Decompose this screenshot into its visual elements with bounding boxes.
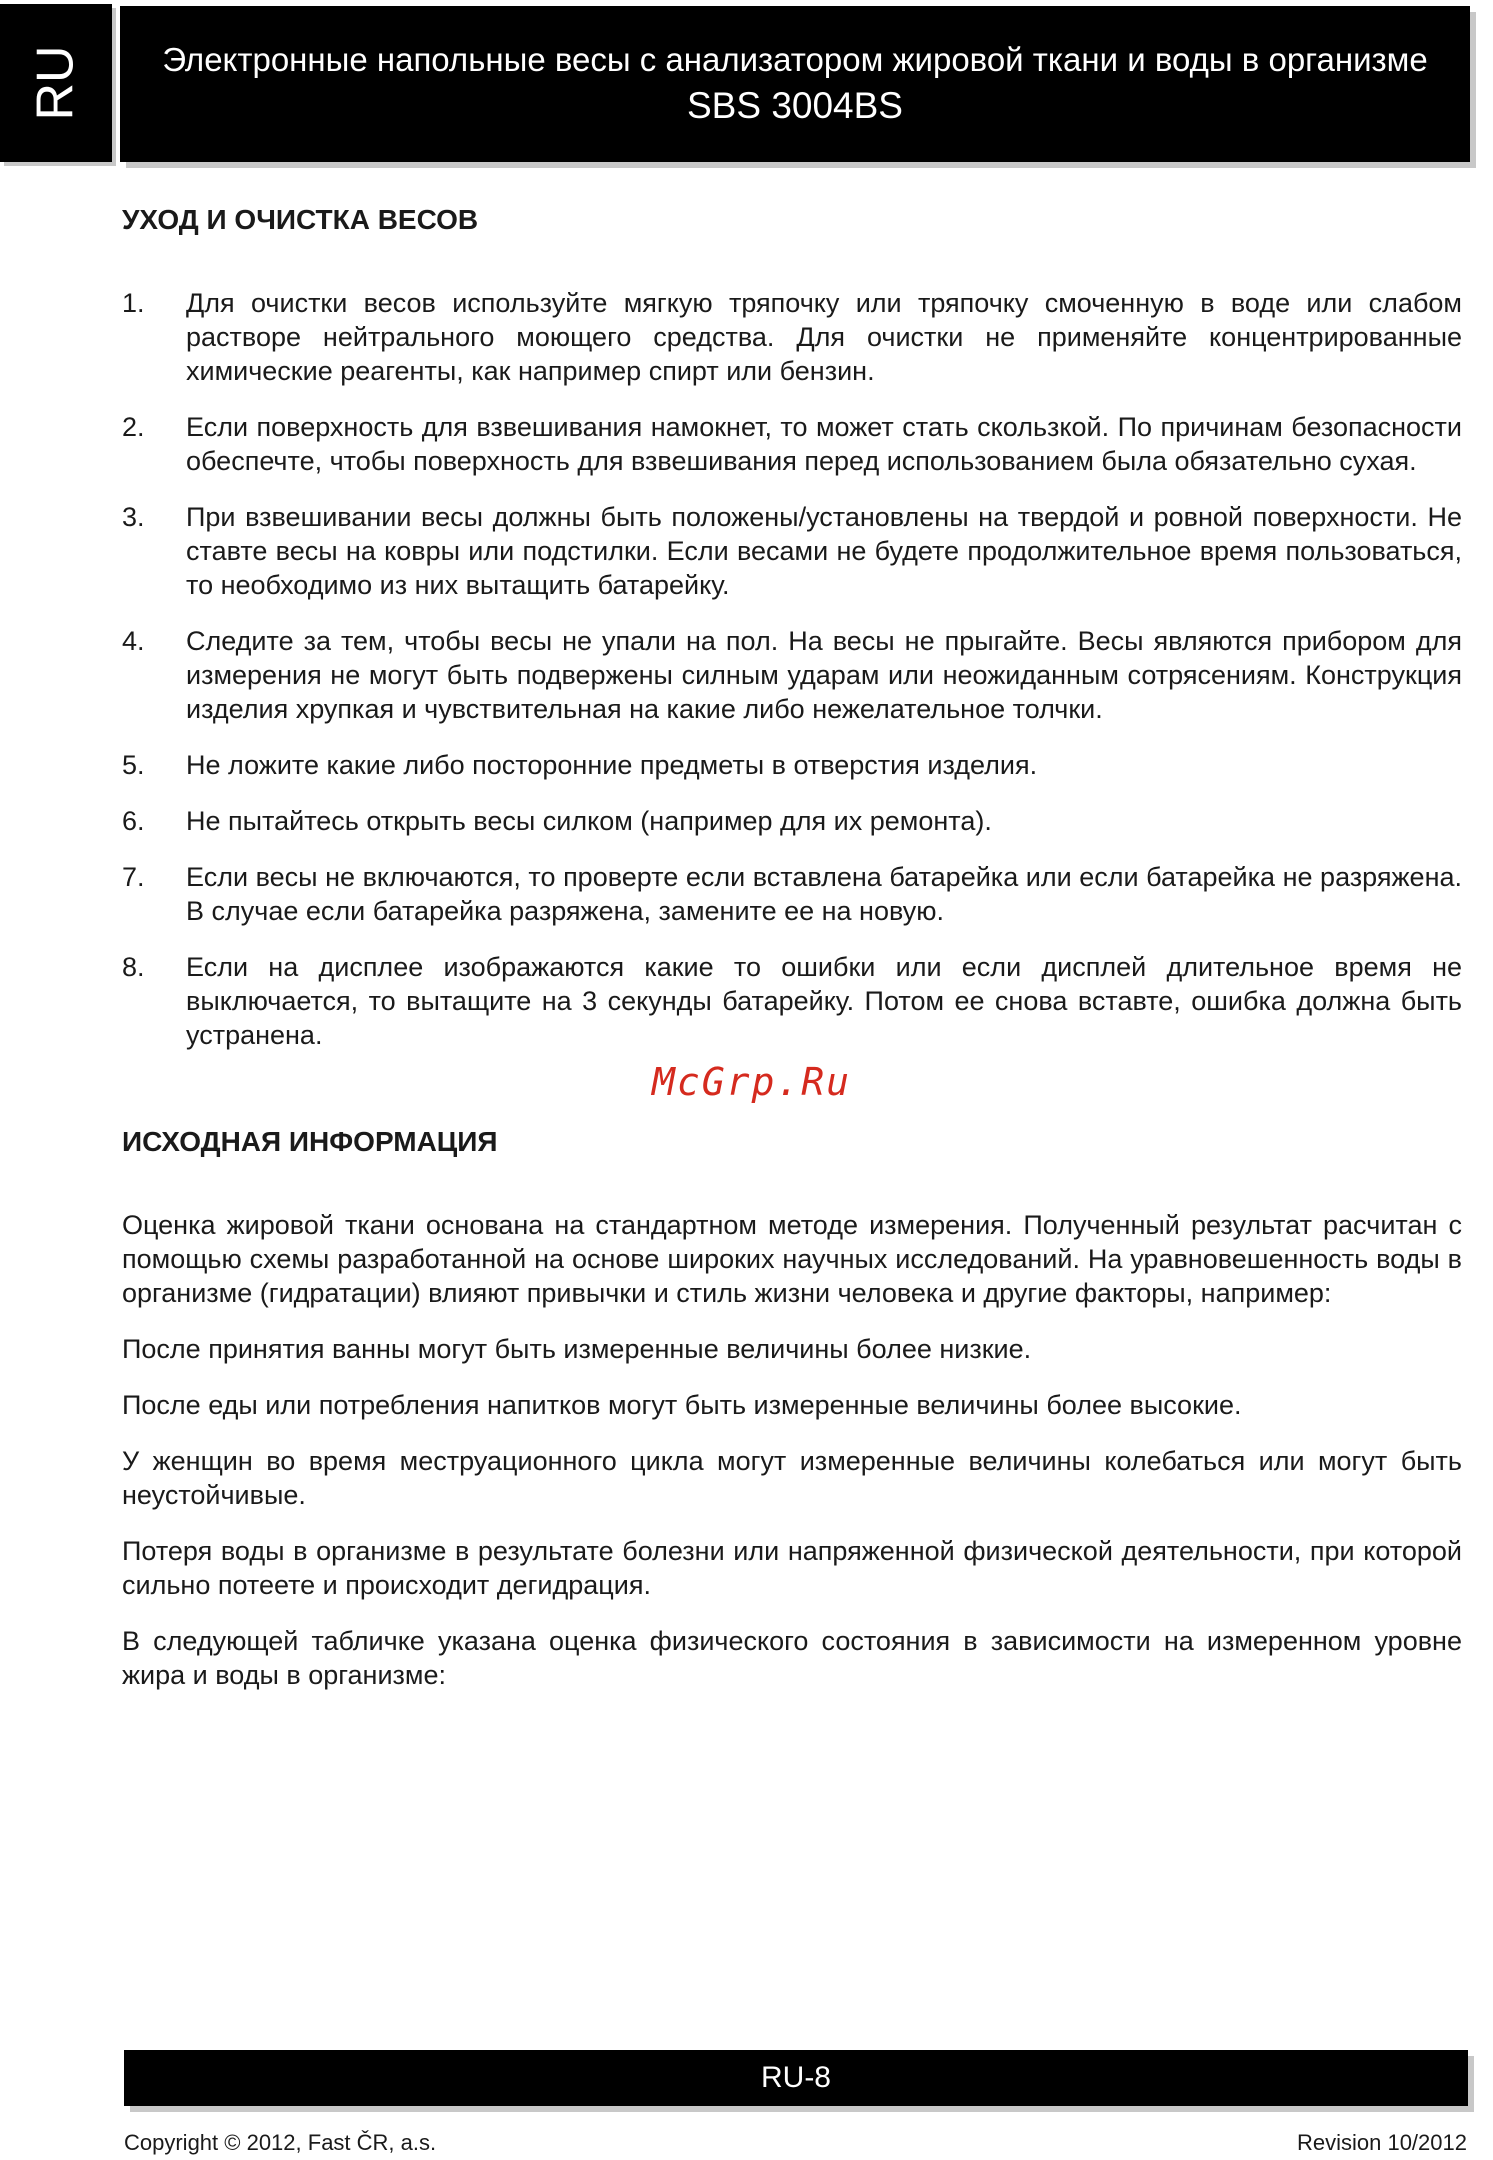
item-text: Для очистки весов используйте мягкую тряпочку или тряпочку смоченную в воде или слабом растворе нейтрального моющего средства. Для очистки не применяйте концентрированные химические реагенты, как например спирт или бензин. — [186, 288, 1462, 386]
item-number: 7. — [122, 862, 145, 892]
list-item — [122, 500, 1462, 602]
model-name: SBS 3004BS — [687, 85, 903, 126]
paragraph: После еды или потребления напитков могут быть измеренные величины более высокие. — [122, 1390, 1242, 1420]
list-item — [122, 624, 1462, 726]
paragraph: Потеря воды в организме в результате болезни или напряженной физической деятельности, при которой сильно потеете и происходит дегидрация. — [122, 1536, 1462, 1600]
item-text: Не ложите какие либо посторонние предметы в отверстия изделия. — [186, 750, 1038, 780]
paragraph: В следующей табличке указана оценка физического состояния в зависимости на измеренном уровне жира и воды в организме: — [122, 1626, 1462, 1690]
copyright: Copyright © 2012, Fast ČR, a.s. — [124, 2130, 437, 2155]
list-item — [122, 286, 1462, 388]
list-item — [122, 804, 1462, 838]
item-text: Следите за тем, чтобы весы не упали на пол. На весы не прыгайте. Весы являются прибором для измерения не могут быть подвержены силным ударам или неожиданным сотрясениям. Конструкция изделия хрупкая и чувствительная на какие либо нежелательное толчки. — [186, 626, 1462, 724]
page-number: RU-8 — [760, 2061, 831, 2094]
item-number: 3. — [122, 502, 145, 532]
item-number: 4. — [122, 626, 145, 656]
list-item — [122, 748, 1462, 782]
item-text: Не пытайтесь открыть весы силком (например для их ремонта). — [186, 806, 992, 836]
footer-bar — [124, 2050, 1468, 2106]
section-title-care: УХОД И ОЧИСТКА ВЕСОВ — [122, 204, 479, 235]
item-text: Если поверхность для взвешивания намокнет, то может стать скользкой. По причинам безопасности обеспечте, чтобы поверхность для взвешивания перед использованием была обязательно сухая. — [186, 412, 1462, 476]
care-instructions-list — [122, 286, 1462, 1074]
paragraph: После принятия ванны могут быть измеренные величины более низкие. — [122, 1334, 1032, 1364]
revision: Revision 10/2012 — [1296, 2130, 1467, 2155]
item-number: 1. — [122, 288, 145, 318]
item-text: Если на дисплее изображаются какие то ошибки или если дисплей длительное время не выключается, то вытащите на 3 секунды батарейку. Потом ее снова вставте, ошибка должна быть устранена. — [186, 952, 1462, 1050]
header-bar — [120, 6, 1470, 162]
document-title: Электронные напольные весы с анализатором жировой ткани и воды в организме — [162, 41, 1428, 78]
section-title-background: ИСХОДНАЯ ИНФОРМАЦИЯ — [122, 1126, 498, 1157]
list-item — [122, 410, 1462, 478]
background-paragraphs — [122, 1208, 1462, 1714]
paragraph: Оценка жировой ткани основана на стандартном методе измерения. Полученный результат расчитан с помощью схемы разработанной на основе широких научных исследований. На уравновешенность воды в организме (гидратации) влияют привычки и стиль жизни человека и другие факторы, например: — [122, 1210, 1462, 1308]
item-number: 6. — [122, 806, 145, 836]
list-item — [122, 860, 1462, 928]
item-number: 8. — [122, 952, 145, 982]
item-text: При взвешивании весы должны быть положены/установлены на твердой и ровной поверхности. Не ставте весы на ковры или подстилки. Если весами не будете продолжительное время пользоваться, то необходимо из них вытащить батарейку. — [186, 502, 1462, 600]
list-item — [122, 950, 1462, 1052]
language-code: RU — [26, 45, 85, 121]
watermark: McGrp.Ru — [652, 1060, 852, 1104]
language-tab — [0, 4, 112, 162]
paragraph: У женщин во время меструационного цикла могут измеренные величины колебаться или могут быть неустойчивые. — [122, 1446, 1462, 1510]
item-number: 5. — [122, 750, 145, 780]
item-number: 2. — [122, 412, 145, 442]
item-text: Если весы не включаются, то проверте если вставлена батарейка или если батарейка не разряжена. В случае если батарейка разряжена, замените ее на новую. — [186, 862, 1462, 926]
